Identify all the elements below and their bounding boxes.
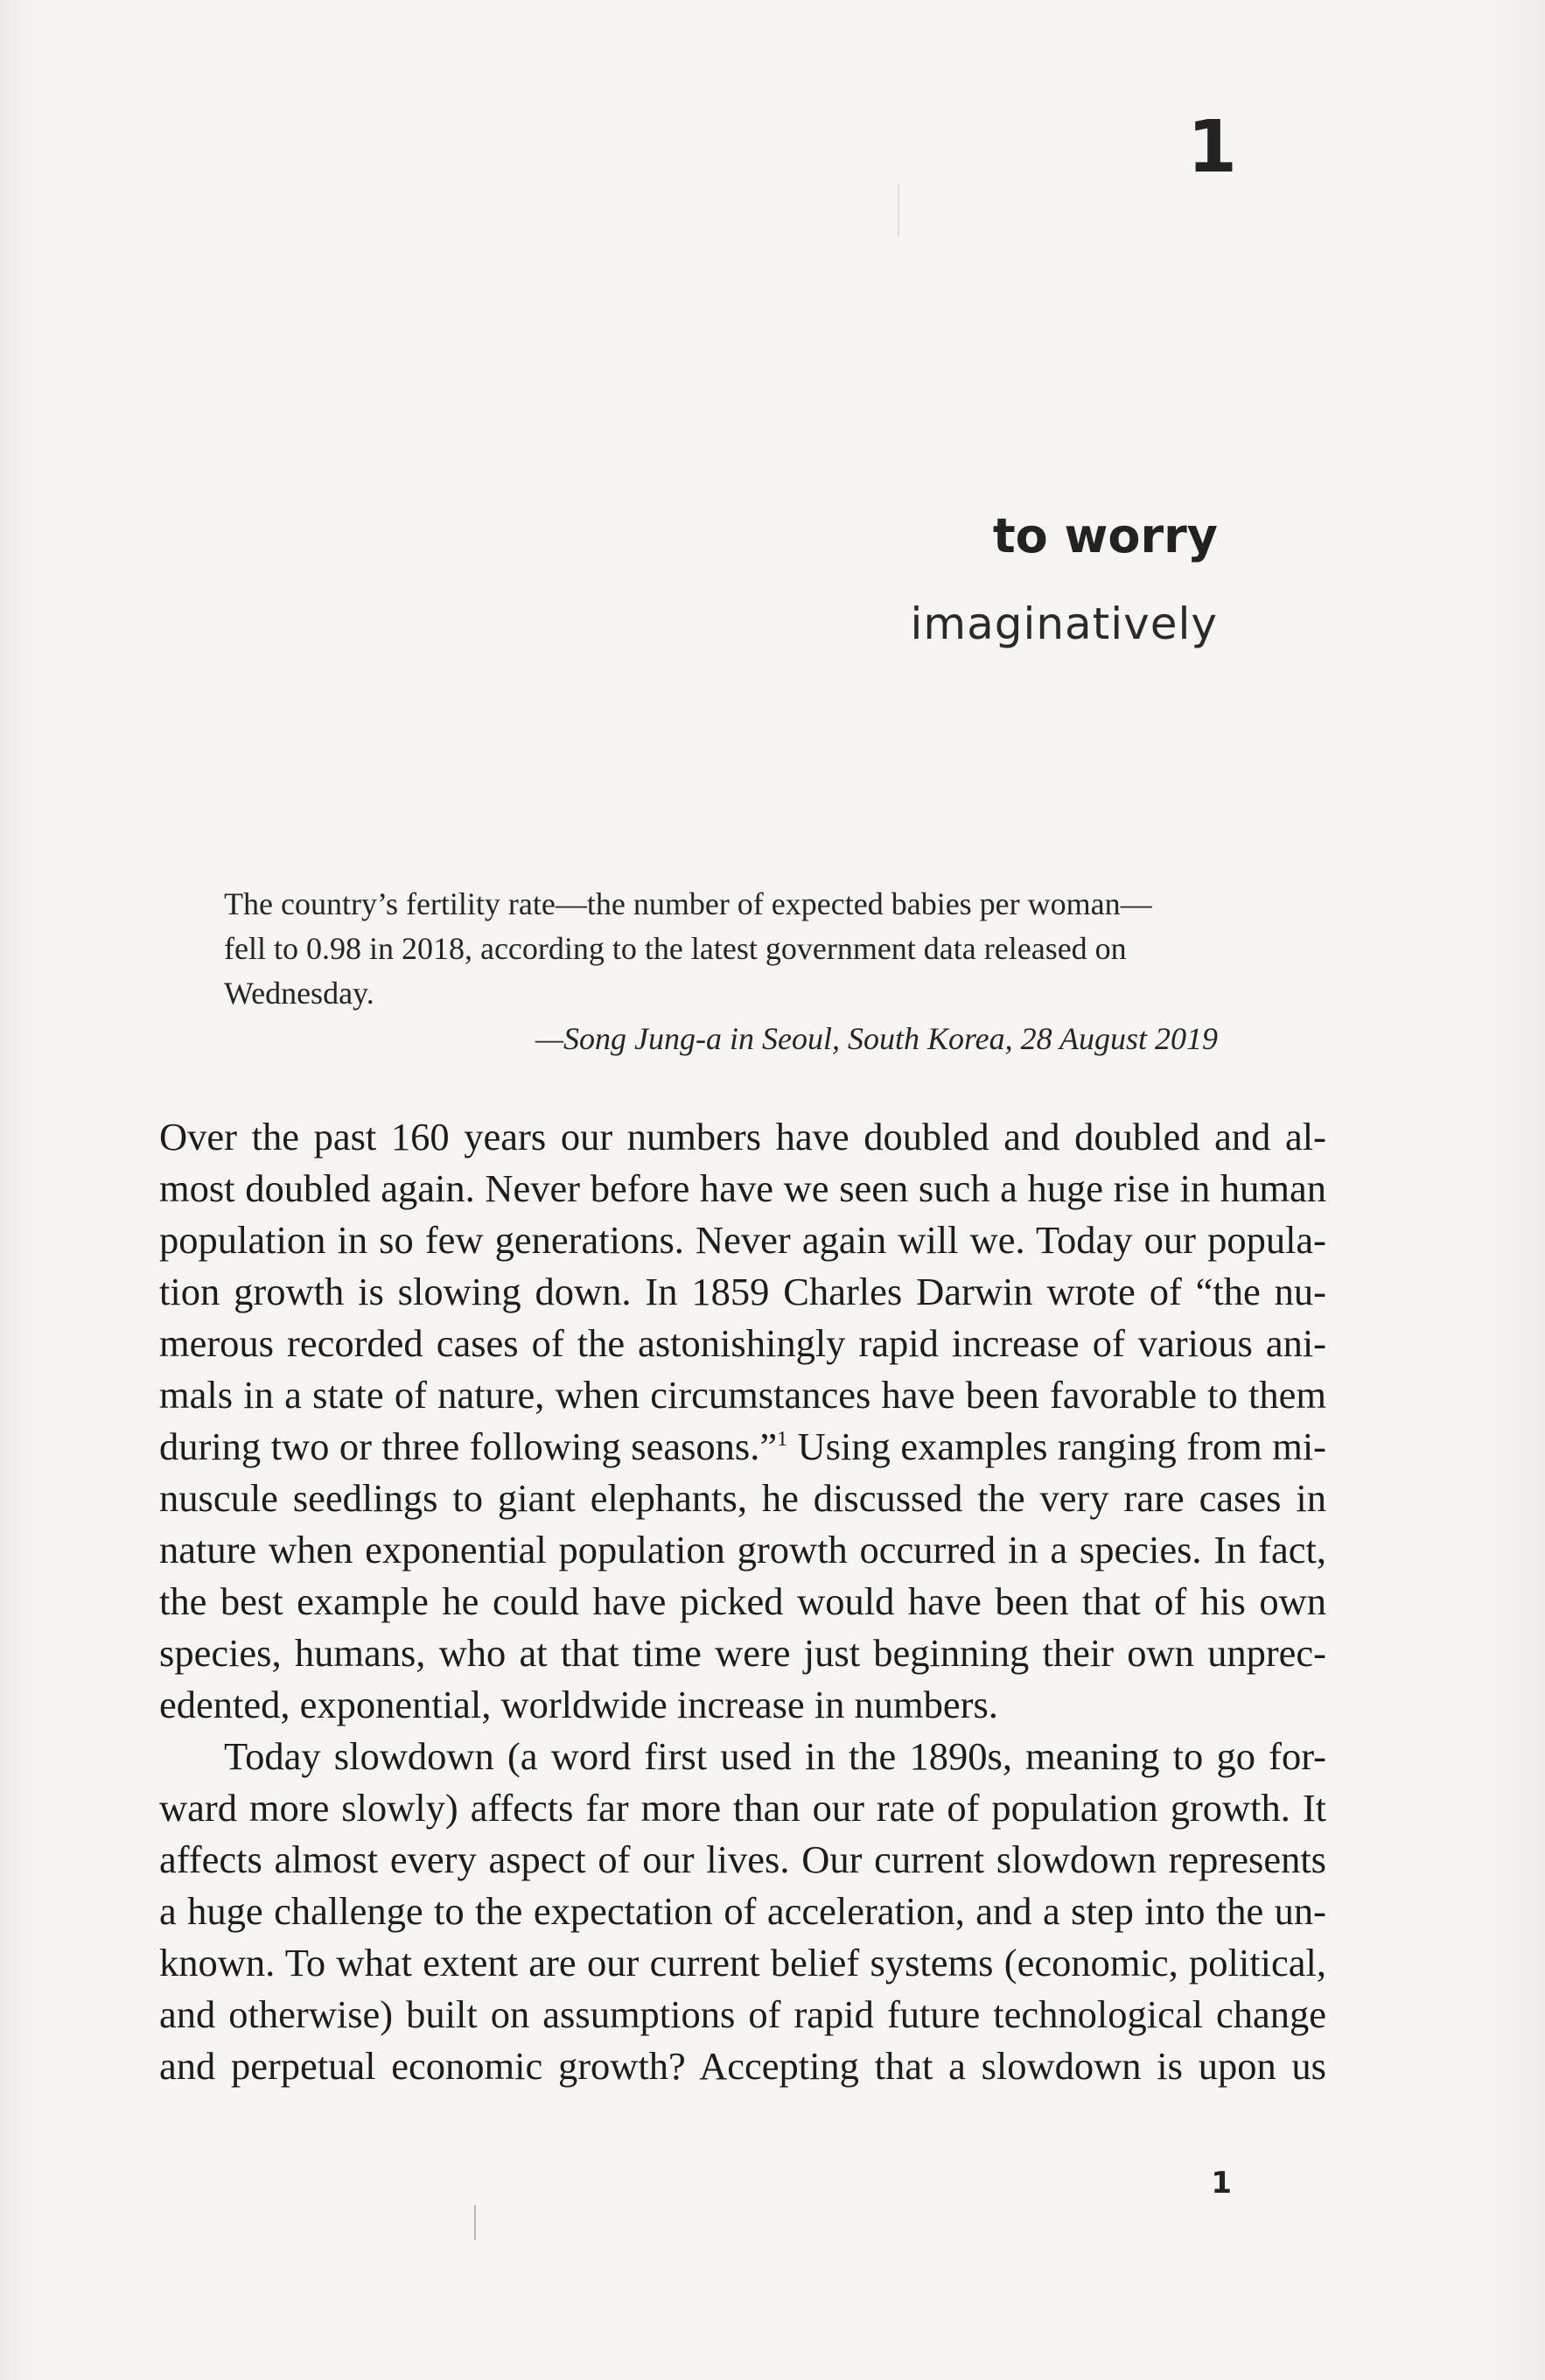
chapter-number: 1: [1186, 106, 1237, 189]
paragraph-1-line: edented, exponential, worldwide increase in numbers.: [159, 1683, 998, 1726]
paragraph-1-line: most doubled again. Never before have we seen such a huge rise in human: [159, 1166, 1326, 1210]
paragraph-1-line: nuscule seedlings to giant elephants, he discussed the very rare cases in: [159, 1476, 1326, 1520]
body-text: [159, 1111, 1326, 2092]
epigraph-line: The country’s fertility rate—the number of expected babies per woman—: [224, 886, 1152, 921]
chapter-title-line2: imaginatively: [910, 598, 1218, 649]
paragraph-1-line: tion growth is slowing down. In 1859 Charles Darwin wrote of “the nu-: [159, 1270, 1326, 1313]
epigraph-line: Wednesday.: [224, 976, 374, 1011]
scan-speck: [474, 2205, 476, 2240]
paragraph-1-line: nature when exponential population growth occurred in a species. In fact,: [159, 1528, 1326, 1572]
paragraph-2-line: and perpetual economic growth? Accepting that a slowdown is upon us: [159, 2044, 1326, 2088]
paragraph-2-line: and otherwise) built on assumptions of rapid future technological change: [159, 1992, 1326, 2036]
paragraph-2-line: affects almost every aspect of our lives. Our current slowdown represents: [159, 1838, 1326, 1881]
paragraph-2-line: a huge challenge to the expectation of acceleration, and a step into the un-: [159, 1889, 1326, 1933]
paragraph-1-line: species, humans, who at that time were just beginning their own unprec-: [159, 1631, 1326, 1675]
epigraph-line: fell to 0.98 in 2018, according to the latest government data released on: [224, 931, 1127, 966]
paragraph-1-line: mals in a state of nature, when circumstances have been favorable to them: [159, 1373, 1326, 1417]
paragraph-1-line: Over the past 160 years our numbers have doubled and doubled and al-: [159, 1115, 1326, 1158]
scan-speck: [898, 184, 899, 236]
paragraph-1-line-with-footnote: [159, 1421, 1326, 1473]
paragraph-2-line: known. To what extent are our current belief systems (economic, political,: [159, 1941, 1326, 1984]
paragraph-2-line: Today slowdown (a word first used in the 1890s, meaning to go for-: [224, 1734, 1326, 1778]
paragraph-1-text: Using examples ranging from mi-: [797, 1424, 1326, 1468]
chapter-title-line1: to worry: [992, 508, 1218, 564]
paragraph-2-line: ward more slowly) affects far more than our rate of population growth. It: [159, 1786, 1326, 1830]
paragraph-1-text: during two or three following seasons.”: [159, 1424, 778, 1468]
epigraph: [224, 882, 1218, 1061]
epigraph-attribution: —Song Jung-a in Seoul, South Korea, 28 August 2019: [535, 1021, 1218, 1056]
footnote-reference[interactable]: 1: [777, 1428, 788, 1451]
paragraph-1-line: merous recorded cases of the astonishingly rapid increase of various ani-: [159, 1321, 1326, 1365]
paragraph-1-line: the best example he could have picked would have been that of his own: [159, 1579, 1326, 1623]
paragraph-1-line: population in so few generations. Never again will we. Today our popula-: [159, 1218, 1326, 1262]
page-number: 1: [1211, 2166, 1232, 2201]
